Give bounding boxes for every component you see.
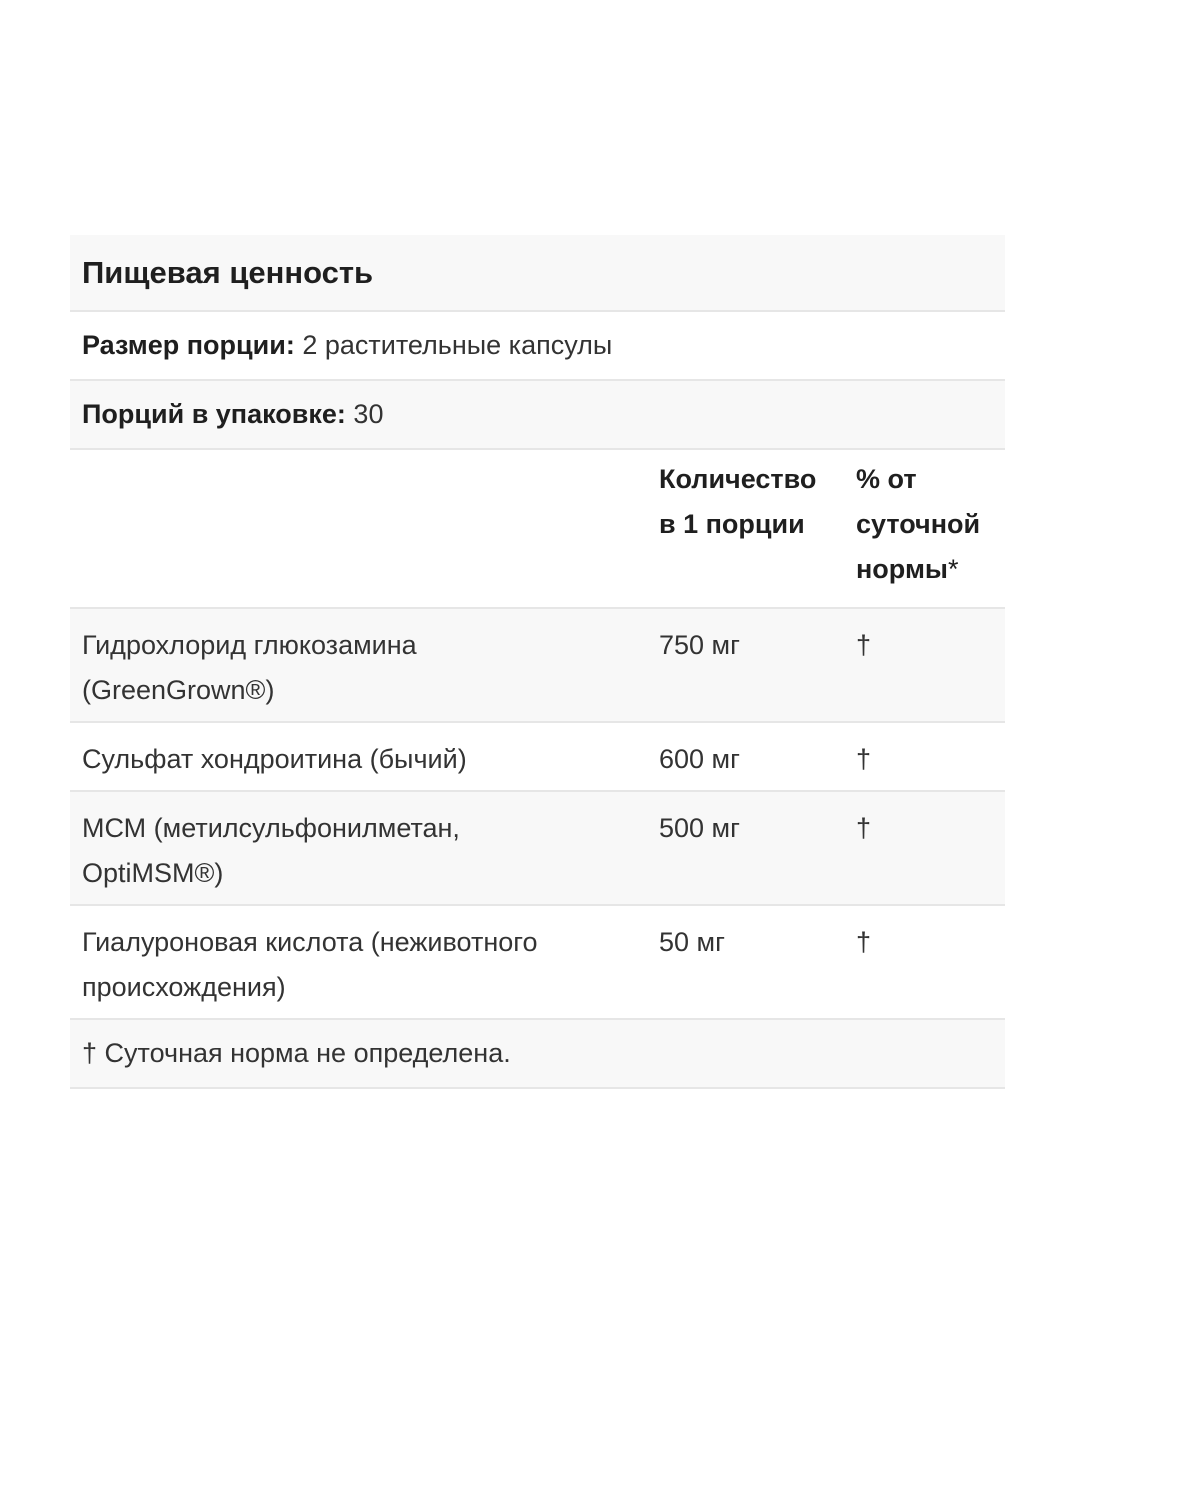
serving-size-value: 2 растительные капсулы [302, 330, 613, 360]
serving-size-label: Размер порции: [82, 330, 295, 360]
header-dv-line3: нормы [856, 554, 948, 584]
ingredient-name-line2: (GreenGrown®) [82, 675, 275, 705]
title-row [70, 235, 1005, 312]
ingredient-dv: † [856, 813, 872, 843]
ingredient-name-line1: МСМ (метилсульфонилметан, [82, 813, 460, 843]
header-amount-line1: Количество [659, 464, 817, 494]
ingredient-name-cell [82, 806, 659, 890]
servings-per-container-value: 30 [353, 399, 384, 429]
ingredient-name-line2: OptiMSM®) [82, 858, 224, 888]
ingredient-name-line1: Гиалуроновая кислота (неживотного [82, 927, 538, 957]
table-row [70, 723, 1005, 792]
header-name-cell [82, 457, 659, 593]
ingredient-amount: 600 мг [659, 744, 740, 774]
header-amount-line2: в 1 порции [659, 509, 805, 539]
header-dv-line2: суточной [856, 509, 981, 539]
header-dv-asterisk: * [947, 554, 959, 584]
ingredient-dv: † [856, 927, 872, 957]
header-amount-cell [659, 457, 856, 593]
nutrition-facts-panel [70, 235, 1005, 1089]
ingredient-name-line1: Сульфат хондроитина (бычий) [82, 744, 467, 774]
table-header-row [70, 450, 1005, 609]
table-row [70, 792, 1005, 906]
ingredient-amount: 50 мг [659, 927, 725, 957]
header-dv-cell [856, 457, 993, 593]
ingredient-name-line1: Гидрохлорид глюкозамина [82, 630, 417, 660]
panel-title: Пищевая ценность [82, 254, 374, 290]
ingredient-dv: † [856, 744, 872, 774]
ingredient-name-cell [82, 920, 659, 1004]
footnote-row [70, 1020, 1005, 1089]
serving-size-row [70, 312, 1005, 381]
ingredient-name-cell [82, 623, 659, 707]
ingredient-name-cell [82, 737, 659, 776]
ingredient-dv: † [856, 630, 872, 660]
ingredient-amount: 500 мг [659, 813, 740, 843]
header-dv-line3-wrap [856, 547, 993, 592]
header-dv-line1: % от [856, 464, 917, 494]
servings-per-container-label: Порций в упаковке: [82, 399, 346, 429]
table-row [70, 906, 1005, 1020]
footnote: † Суточная норма не определена. [82, 1038, 511, 1068]
table-row [70, 609, 1005, 723]
ingredient-name-line2: происхождения) [82, 972, 286, 1002]
ingredient-amount: 750 мг [659, 630, 740, 660]
servings-per-container-row [70, 381, 1005, 450]
